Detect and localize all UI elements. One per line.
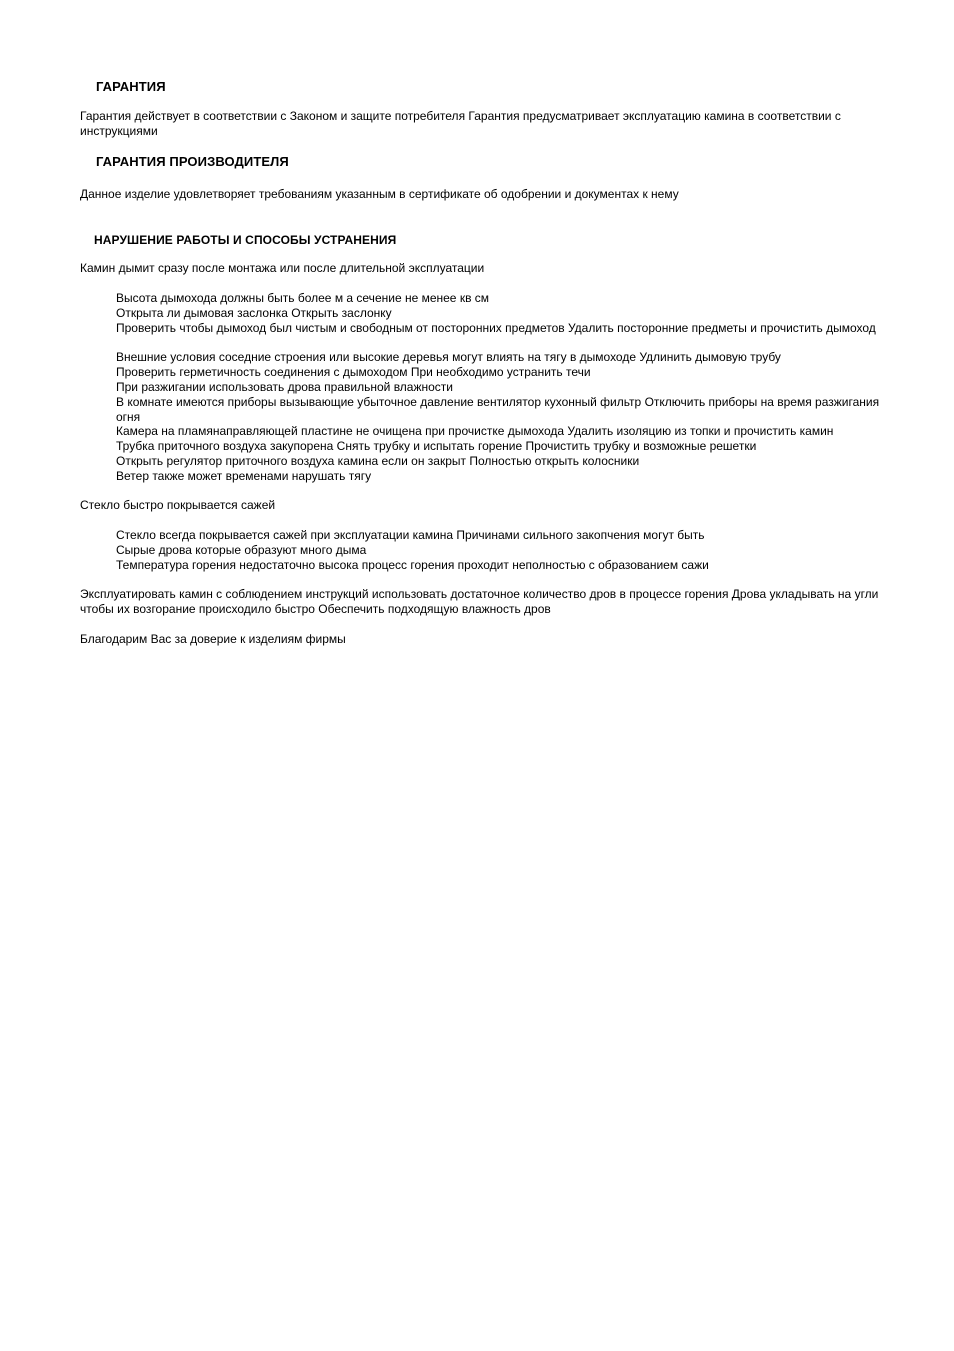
problem-smoke-title: Камин дымит сразу после монтажа или после длительной эксплуатации (80, 261, 485, 275)
recommendation-text: Эксплуатировать камин с соблюдением инструкций использовать достаточное количество дров в процессе горения Дрова укладывать на угли чтобы их возгорание происходило быстро Обеспечить подходящую влажность дров (80, 587, 879, 616)
list-item: Открыта ли дымовая заслонка Открыть заслонку (116, 306, 392, 320)
list-item: В комнате имеются приборы вызывающие убыточное давление вентилятор кухонный фильтр Отключить приборы на время разжигания огня (116, 395, 880, 424)
list-item: Стекло всегда покрывается сажей при эксплуатации камина Причинами сильного закопчения могут быть (116, 528, 705, 542)
list-item: Трубка приточного воздуха закупорена Снять трубку и испытать горение Прочистить трубку и возможные решетки (116, 439, 757, 453)
warranty-heading: ГАРАНТИЯ (96, 79, 166, 94)
list-item: Сырые дрова которые образуют много дыма (116, 543, 367, 557)
thanks-text: Благодарим Вас за доверие к изделиям фирмы (80, 632, 346, 646)
list-item: Внешние условия соседние строения или высокие деревья могут влиять на тягу в дымоходе Удлинить дымовую трубу (116, 350, 781, 364)
list-item: При разжигании использовать дрова правильной влажности (116, 380, 453, 394)
manufacturer-warranty-text: Данное изделие удовлетворяет требованиям указанным в сертификате об одобрении и документах к нему (80, 187, 679, 201)
warranty-text: Гарантия действует в соответствии с Законом и защите потребителя Гарантия предусматривает эксплуатацию камина в соответствии с инструкциями (80, 109, 841, 138)
manufacturer-warranty-heading: ГАРАНТИЯ ПРОИЗВОДИТЕЛЯ (96, 154, 289, 169)
list-item: Высота дымохода должны быть более м а сечение не менее кв см (116, 291, 490, 305)
problem-soot-title: Стекло быстро покрывается сажей (80, 498, 276, 512)
list-item: Открыть регулятор приточного воздуха камина если он закрыт Полностью открыть колосники (116, 454, 640, 468)
list-item: Ветер также может временами нарушать тягу (116, 469, 372, 483)
troubleshooting-heading: НАРУШЕНИЕ РАБОТЫ И СПОСОБЫ УСТРАНЕНИЯ (94, 233, 397, 247)
list-item: Проверить герметичность соединения с дымоходом При необходимо устранить течи (116, 365, 591, 379)
list-item: Камера на пламянаправляющей пластине не очищена при прочистке дымохода Удалить изоляцию из топки и прочистить камин (116, 424, 834, 438)
list-item: Проверить чтобы дымоход был чистым и свободным от посторонних предметов Удалить посторонние предметы и прочистить дымоход (116, 321, 876, 335)
list-item: Температура горения недостаточно высока процесс горения проходит неполностью с образованием сажи (116, 558, 709, 572)
